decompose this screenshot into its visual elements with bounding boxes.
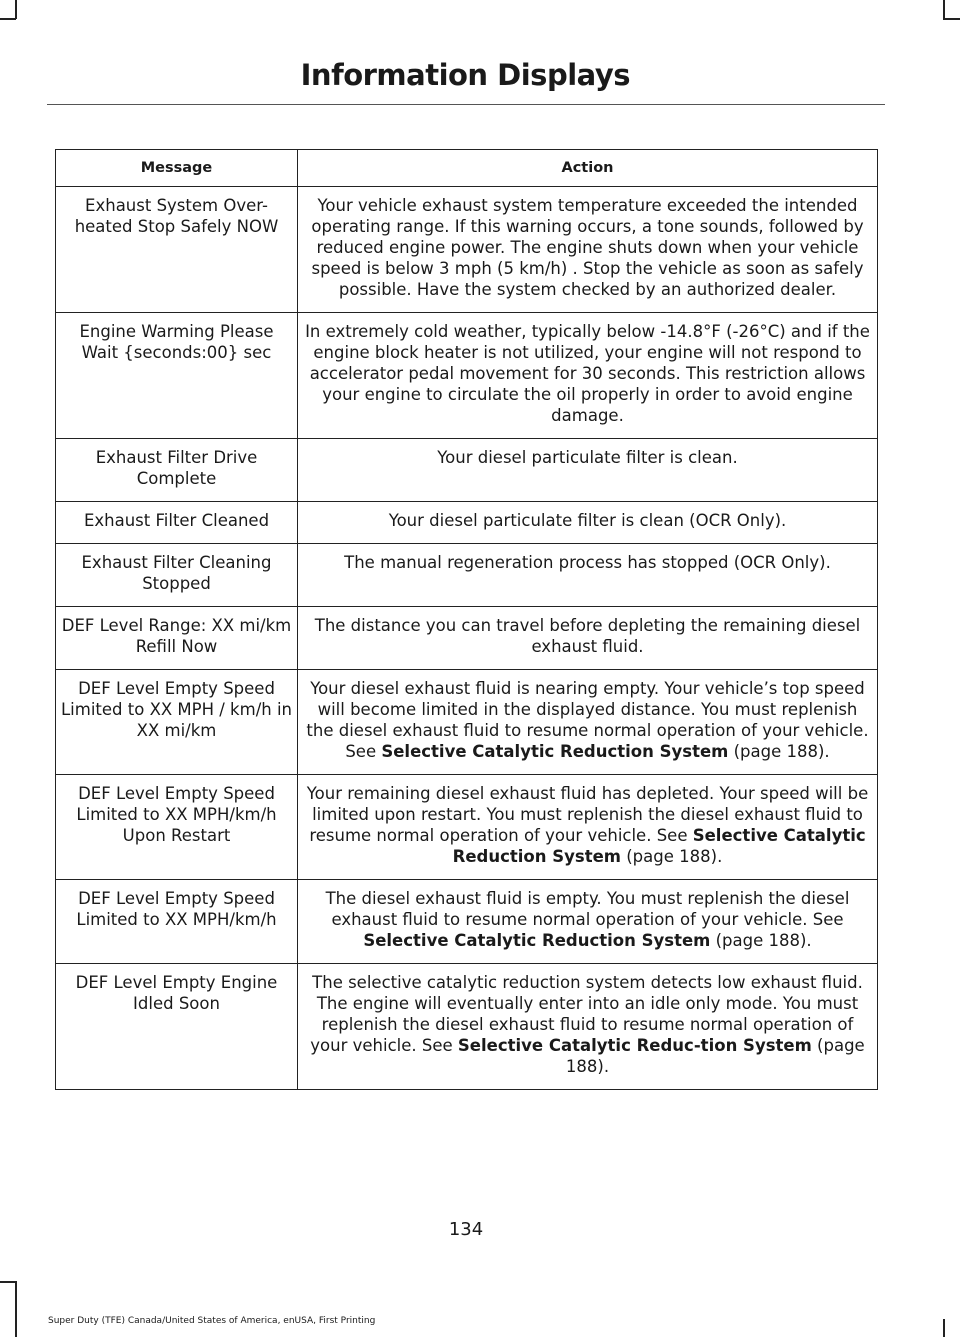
table-row	[56, 502, 878, 544]
table-row	[56, 775, 878, 880]
messages-table	[55, 149, 878, 1090]
message-cell	[56, 964, 298, 1090]
action-text: Your diesel particulate filter is clean.	[437, 448, 738, 467]
crop-mark-top-right-h	[943, 18, 960, 20]
cross-reference-link[interactable]: Selective Catalytic Reduction System	[452, 826, 866, 866]
page-reference: (page 188).	[733, 742, 830, 761]
table-header-row	[56, 150, 878, 187]
action-text: In extremely cold weather, typically below -14.8°F (-26°C) and if the engine block heater is not utilized, your engine will not respond to accelerator pedal movement for 30 seconds. This restriction allows your engine to circulate the oil properly in order to avoid engine damage.	[305, 322, 870, 425]
message-cell	[56, 670, 298, 775]
message-cell	[56, 775, 298, 880]
header-message: Message	[56, 150, 298, 187]
page-reference: (page 188).	[565, 1036, 865, 1076]
message-cell	[56, 880, 298, 964]
message-cell	[56, 502, 298, 544]
action-text: The manual regeneration process has stopped (OCR Only).	[344, 553, 831, 572]
message-text: DEF Level Range: XX mi/km Refill Now	[61, 616, 292, 656]
action-cell	[298, 544, 878, 607]
page-reference: (page 188).	[715, 931, 812, 950]
print-footer: Super Duty (TFE) Canada/United States of America, enUSA, First Printing	[48, 1316, 376, 1326]
crop-mark-top-right	[943, 0, 945, 19]
action-cell	[298, 670, 878, 775]
table-row	[56, 880, 878, 964]
cross-reference-link[interactable]: Selective Catalytic Reduc-tion System	[457, 1036, 812, 1055]
message-text: Engine Warming Please Wait {seconds:00} sec	[79, 322, 274, 362]
table-row	[56, 607, 878, 670]
table-row	[56, 670, 878, 775]
crop-mark-bottom-left-h	[0, 1281, 16, 1283]
table-body	[56, 187, 878, 1090]
crop-mark-top-left-h	[0, 18, 16, 20]
message-cell	[56, 607, 298, 670]
action-text: Your diesel particulate filter is clean (OCR Only).	[388, 511, 787, 530]
action-text: The selective catalytic reduction system detects low exhaust fluid. The engine will eventually enter into an idle only mode. You must replenish the diesel exhaust fluid to resume normal operation of your vehicle. See	[310, 973, 863, 1055]
message-cell	[56, 313, 298, 439]
action-text: The distance you can travel before depleting the remaining diesel exhaust fluid.	[314, 616, 861, 656]
table-row	[56, 313, 878, 439]
message-cell	[56, 439, 298, 502]
message-text: DEF Level Empty Engine Idled Soon	[75, 973, 278, 1013]
table-row	[56, 544, 878, 607]
page-reference: (page 188).	[626, 847, 723, 866]
action-text: The diesel exhaust fluid is empty. You must replenish the diesel exhaust fluid to resume normal operation of your vehicle. See	[325, 889, 850, 929]
message-text: Exhaust System Over-heated Stop Safely NOW	[74, 196, 279, 236]
action-cell	[298, 187, 878, 313]
action-text: Your diesel exhaust fluid is nearing empty. Your vehicle’s top speed will become limited in the displayed distance. You must replenish the diesel exhaust fluid to resume normal operation of your vehicle. See	[306, 679, 869, 761]
action-cell	[298, 775, 878, 880]
action-cell	[298, 313, 878, 439]
message-text: DEF Level Empty Speed Limited to XX MPH / km/h in XX mi/km	[60, 679, 292, 740]
action-text: Your remaining diesel exhaust fluid has depleted. Your speed will be limited upon restart. You must replenish the diesel exhaust fluid to resume normal operation of your vehicle. See	[306, 784, 869, 845]
table-row	[56, 439, 878, 502]
action-cell	[298, 607, 878, 670]
action-cell	[298, 502, 878, 544]
message-text: Exhaust Filter Cleaned	[83, 511, 270, 530]
action-text: Your vehicle exhaust system temperature exceeded the intended operating range. If this warning occurs, a tone sounds, followed by reduced engine power. The engine shuts down when your vehicle speed is below 3 mph (5 km/h) . Stop the vehicle as soon as safely possible. Have the system checked by an authorized dealer.	[311, 196, 864, 299]
table-row	[56, 187, 878, 313]
page-number: 134	[448, 1219, 484, 1240]
message-text: Exhaust Filter Cleaning Stopped	[81, 553, 272, 593]
message-text: Exhaust Filter Drive Complete	[95, 448, 258, 488]
action-cell	[298, 439, 878, 502]
action-cell	[298, 880, 878, 964]
table-row	[56, 964, 878, 1090]
message-text: DEF Level Empty Speed Limited to XX MPH/km/h Upon Restart	[76, 784, 277, 845]
cross-reference-link[interactable]: Selective Catalytic Reduction System	[363, 931, 711, 950]
header-divider	[47, 104, 885, 105]
message-cell	[56, 544, 298, 607]
crop-mark-bottom-right	[943, 1319, 945, 1337]
crop-mark-top-left	[15, 0, 17, 19]
cross-reference-link[interactable]: Selective Catalytic Reduction System	[381, 742, 729, 761]
message-cell	[56, 187, 298, 313]
header-action: Action	[298, 150, 878, 187]
page-title: Information Displays	[300, 58, 630, 92]
action-cell	[298, 964, 878, 1090]
crop-mark-bottom-left	[15, 1281, 17, 1337]
message-text: DEF Level Empty Speed Limited to XX MPH/km/h	[76, 889, 277, 929]
